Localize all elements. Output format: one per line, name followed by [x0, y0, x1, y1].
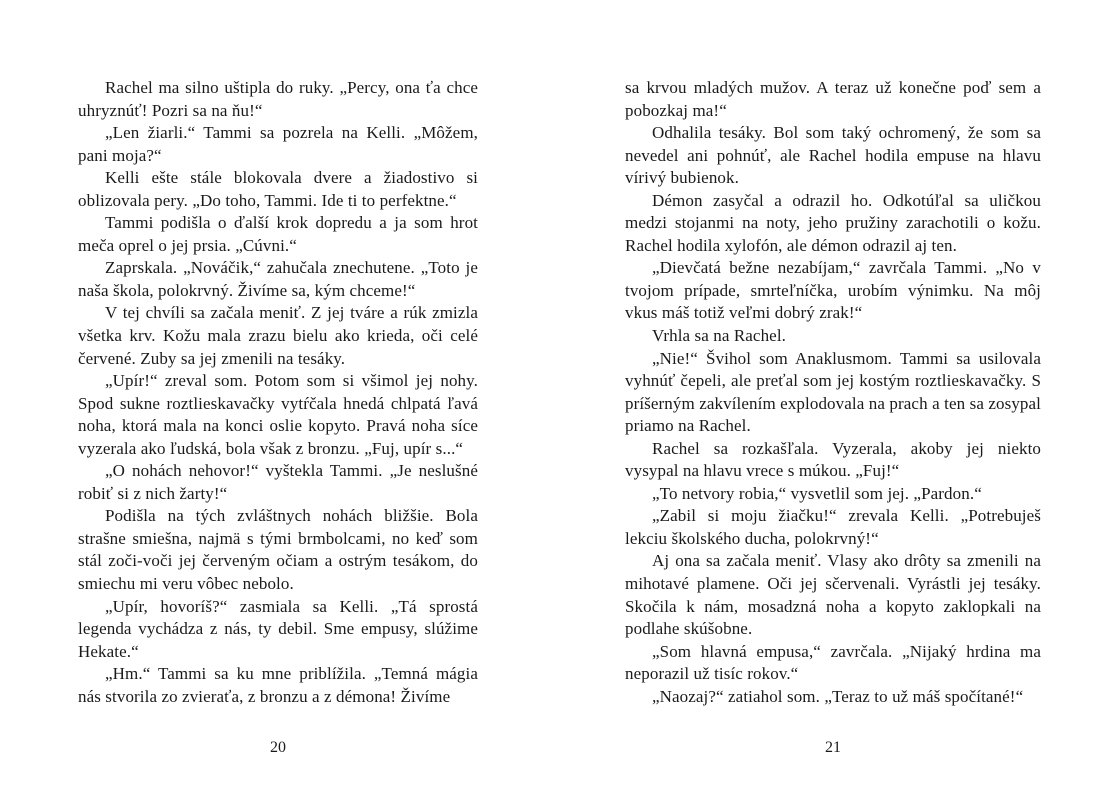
paragraph: Zaprskala. „Nováčik,“ zahučala znechutene. „Toto je naša škola, polokrvný. Živíme sa, kým chceme!“ — [78, 258, 478, 300]
page-right — [625, 77, 1041, 787]
paragraph: Aj ona sa začala meniť. Vlasy ako drôty sa zmenili na mihotavé plamene. Oči jej sčervenali. Vyrástli jej tesáky. Skočila k nám, mosadzná noha a kopyto zaklopkali na podlahe skúšobne. — [625, 551, 1041, 639]
paragraph: „Hm.“ Tammi sa ku mne priblížila. „Temná mágia nás stvorila zo zvieraťa, z bronzu a z démona! Živíme — [78, 664, 478, 706]
paragraph: „Dievčatá bežne nezabíjam,“ zavrčala Tammi. „No v tvojom prípade, smrteľníčka, urobím výnimku. Na môj vkus máš totiž veľmi dobrý zrak!“ — [625, 258, 1041, 323]
paragraph: „Upír!“ zreval som. Potom som si všimol jej nohy. Spod sukne roztlieskavačky vytŕčala hnedá chlpatá ľavá noha, ktorá mala na konci oslie kopyto. Pravá noha síce vyzerala ako ľudská, bola však z bronzu. „Fuj, upír s...“ — [78, 371, 478, 458]
paragraph: „Som hlavná empusa,“ zavrčala. „Nijaký hrdina ma neporazil už tisíc rokov.“ — [625, 641, 1041, 684]
paragraph: Rachel sa rozkašľala. Vyzerala, akoby jej niekto vysypal na hlavu vrece s múkou. „Fuj!“ — [625, 438, 1041, 481]
paragraph: „Upír, hovoríš?“ zasmiala sa Kelli. „Tá sprostá legenda vychádza z nás, ty debil. Sme empusy, slúžime Hekate.“ — [78, 596, 478, 661]
paragraph: „Naozaj?“ zatiahol som. „Teraz to už máš spočítané!“ — [652, 686, 1024, 706]
paragraph: „Zabil si moju žiačku!“ zrevala Kelli. „Potrebuješ lekciu školského ducha, polokrvný!“ — [625, 506, 1041, 548]
paragraph: „To netvory robia,“ vysvetlil som jej. „Pardon.“ — [652, 483, 982, 503]
page-number-left: 20 — [270, 739, 286, 756]
page-left — [78, 77, 478, 787]
paragraph: V tej chvíli sa začala meniť. Z jej tváre a rúk zmizla všetka krv. Kožu mala zrazu bielu ako krieda, oči celé červené. Zuby sa jej zmenili na tesáky. — [78, 303, 478, 368]
paragraph: Démon zasyčal a odrazil ho. Odkotúľal sa uličkou medzi stojanmi na noty, jeho pružiny zarachotili o kožu. Rachel hodila xylofón, ale démon odrazil aj ten. — [625, 190, 1041, 255]
paragraph: Kelli ešte stále blokovala dvere a žiadostivo si oblizovala pery. „Do toho, Tammi. Ide ti to perfektne.“ — [78, 168, 478, 210]
paragraph: Rachel ma silno uštipla do ruky. „Percy, ona ťa chce uhryznúť! Pozri sa na ňu!“ — [78, 78, 478, 120]
paragraph: „Len žiarli.“ Tammi sa pozrela na Kelli. „Môžem, pani moja?“ — [78, 123, 478, 165]
page-number-right: 21 — [825, 739, 841, 756]
paragraph: Odhalila tesáky. Bol som taký ochromený, že som sa nevedel ani pohnúť, ale Rachel hodila empuse na hlavu vírivý bubienok. — [625, 123, 1041, 188]
paragraph: Podišla na tých zvláštnych nohách bližšie. Bola strašne smiešna, najmä s tými brmbolcami, no keď som stál zoči-voči jej červeným očiam a ostrým tesákom, do smiechu mi veru vôbec nebolo. — [78, 506, 478, 594]
page-left-text — [78, 77, 478, 708]
paragraph: Vrhla sa na Rachel. — [652, 326, 786, 346]
paragraph: sa krvou mladých mužov. A teraz už konečne poď sem a pobozkaj ma!“ — [625, 78, 1041, 120]
page-right-text — [625, 77, 1041, 708]
paragraph: „Nie!“ Švihol som Anaklusmom. Tammi sa usilovala vyhnúť čepeli, ale preťal som jej kostým roztlieskavačky. S príšerným zakvílením explodovala na prach a ten sa zosypal priamo na Rachel. — [625, 348, 1041, 436]
paragraph: Tammi podišla o ďalší krok dopredu a ja som hrot meča oprel o jej prsia. „Cúvni.“ — [78, 213, 478, 255]
paragraph: „O nohách nehovor!“ vyštekla Tammi. „Je neslušné robiť si z nich žarty!“ — [78, 461, 478, 503]
